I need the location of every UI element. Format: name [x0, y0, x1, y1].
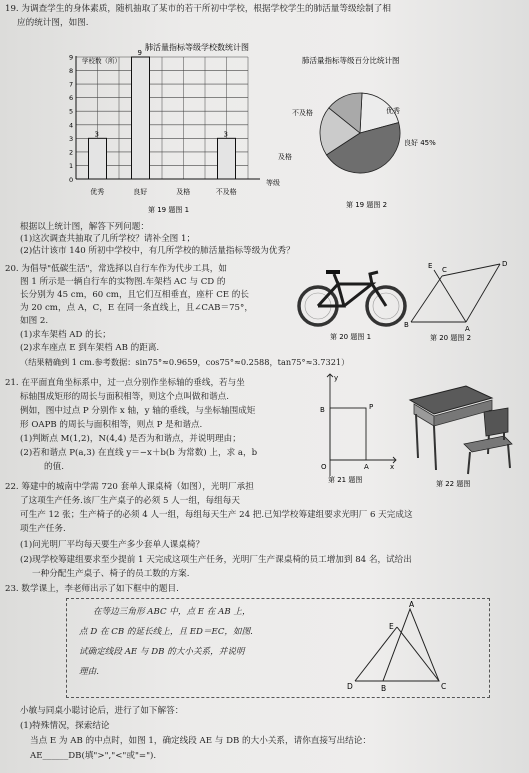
desk-chair-caption: 第 22 题图 [436, 480, 471, 488]
pie-chart-slices [278, 93, 436, 173]
q22-line4: 项生产任务. [20, 524, 66, 534]
bar-chart-xlabel: 等级 [266, 179, 280, 187]
y-tick-label: 5 [69, 107, 74, 116]
pie-slice-label: 不及格 [292, 109, 313, 117]
q19-intro-line2: 应的统计图，如图. [17, 18, 89, 28]
q21-point-p: P [369, 403, 374, 411]
y-tick-label: 3 [69, 134, 74, 143]
pie-chart-title: 肺活量指标等级百分比统计图 [302, 56, 400, 65]
y-tick-label: 8 [69, 67, 74, 76]
q21-figure-caption: 第 21 题图 [328, 476, 363, 484]
q22-part1: (1)问光明厂平均每天要生产多少套单人课桌椅？ [20, 540, 205, 550]
q20-point-b: B [404, 321, 409, 329]
bar-chart-caption: 第 19 题图 1 [148, 206, 190, 214]
q21-line3: 例如，图中过点 P 分别作 x 轴，y 轴的垂线，与坐标轴围成矩 [20, 406, 256, 416]
q22-line2: 了这项生产任务.该厂生产桌子的必须 5 人一组，每组每天 [20, 496, 240, 506]
q23-box-line3: 试确定线段 AE 与 DB 的大小关系，并说明 [79, 647, 245, 657]
q21-line2: 标轴围成矩形的周长与面积相等，则这个点叫做和谐点. [20, 392, 229, 402]
y-tick-label: 2 [69, 148, 74, 157]
bar-chart-title: 肺活量指标等级学校数统计图 [145, 43, 249, 52]
x-tick-label: 不及格 [215, 188, 237, 196]
q23-box-line4: 理由. [79, 667, 99, 677]
q23-point-c: C [441, 682, 447, 691]
bar [132, 57, 150, 179]
bicycle-caption: 第 20 题图 1 [330, 333, 372, 341]
q23-point-d: D [347, 682, 353, 691]
q22-line1: 22. 筹建中的城南中学需 720 套单人课桌椅（如图），光明厂承担 [5, 482, 254, 492]
bar-chart-bars [89, 49, 237, 196]
q23-box-line1: 在等边三角形 ABC 中，点 E 在 AB 上， [93, 607, 251, 617]
q20-point-e: E [428, 262, 433, 270]
q20-point-c: C [442, 266, 447, 274]
origin-label: 0 [69, 176, 74, 184]
pie-chart [278, 55, 458, 213]
q19-after: 根据以上统计图，解答下列问题： [20, 222, 149, 232]
q21-line1: 21. 在平面直角坐标系中，过一点分别作坐标轴的垂线，若与坐 [5, 378, 245, 388]
q21-part1: (1)判断点 M(1,2)，N(4,4) 是否为和谐点，并说明理由； [20, 434, 241, 444]
q21-point-b: B [320, 406, 325, 414]
q22-line3: 可生产 12 张；生产椅子的必须 4 人一组，每组每天生产 24 把.已知学校筹建组要求光明厂 6 天完成这 [20, 510, 413, 520]
q19-part2: (2)估计该市 140 所初中学校中，有几所学校的肺活量指标等级为优秀？ [20, 246, 295, 256]
q23-point-a: A [409, 600, 415, 609]
bar-value-label: 3 [94, 130, 99, 139]
x-tick-label: 优秀 [90, 188, 105, 196]
bar-value-label: 9 [137, 49, 142, 57]
q20-line2: 图 1 所示是一辆自行车的实物图.车架档 AC 与 CD 的 [20, 277, 226, 287]
q20-part2: (2)求车座点 E 到车架档 AB 的距离. [20, 343, 160, 353]
q19-intro-line1: 19. 为调查学生的身体素质，随机抽取了某市的若干所初中学校，根据学校学生的肺活量等级绘制了相 [5, 4, 391, 14]
q21-axis-y: y [334, 374, 339, 382]
q21-part2a: (2)若和谐点 P(a,3) 在直线 y＝−x＋b(b 为常数) 上，求 a，b [20, 448, 258, 458]
q21-point-a: A [364, 463, 369, 471]
pie-slice-label: 优秀 [386, 107, 400, 115]
q20-line1: 20. 为倡导"低碳生活"，常选择以自行车作为代步工具，如 [5, 264, 227, 274]
y-tick-label: 7 [69, 80, 74, 89]
bicycle-image [294, 262, 414, 342]
q23-step1: (1)特殊情况，探索结论 [20, 721, 110, 731]
q20-point-a: A [465, 325, 470, 333]
q23-triangle-figure [347, 599, 487, 695]
bar [89, 138, 107, 179]
q23-step1-text: 当点 E 为 AB 的中点时，如图 1，确定线段 AE 与 DB 的大小关系，请你直接写出结论： [30, 736, 371, 746]
q23-point-b: B [381, 684, 387, 693]
q22-part2b: 一种分配生产桌子、椅子的员工数的方案. [32, 569, 190, 579]
q20-figure-caption: 第 20 题图 2 [430, 334, 472, 342]
x-tick-label: 良好 [133, 188, 148, 196]
q23-problem-box [66, 598, 490, 698]
q21-line4: 形 OAPB 的周长与面积相等，则点 P 是和谐点. [20, 420, 203, 430]
q21-axis-x: x [390, 463, 395, 471]
q20-line3: 长分别为 45 cm，60 cm，且它们互相垂直，座杆 CE 的长 [20, 290, 249, 300]
q20-line4: 为 20 cm，点 A，C，E 在同一条直线上，且∠CAB＝75°， [20, 303, 253, 313]
y-tick-label: 4 [69, 121, 74, 130]
pie-chart-caption: 第 19 题图 2 [346, 201, 388, 209]
pie-slice-label: 良好 45% [404, 139, 436, 147]
q21-coordinate-figure [308, 368, 400, 486]
pie-slice-label: 及格 [278, 153, 292, 161]
q23-box-line2: 点 D 在 CB 的延长线上，且 ED＝EC，如图. [79, 627, 253, 637]
bar-value-label: 3 [223, 130, 228, 139]
q20-geometry-figure [402, 256, 517, 348]
x-tick-label: 及格 [176, 188, 191, 196]
y-tick-label: 9 [69, 53, 74, 62]
bar-chart-ylabel: 学校数（所） [82, 57, 121, 65]
q21-point-o: O [321, 463, 327, 471]
y-tick-label: 1 [69, 161, 74, 170]
q23-answer-line: AE______DB(填">","<"或"="). [30, 751, 157, 761]
y-tick-label: 6 [69, 94, 74, 103]
q20-line5: 如图 2. [20, 316, 49, 326]
q23-point-e: E [389, 622, 394, 631]
q20-part1: (1)求车架档 AD 的长； [20, 330, 111, 340]
q20-note: （结果精确到 1 cm.参考数据：sin75°≈0.9659，cos75°≈0.2588，tan75°≈3.7321） [20, 357, 350, 367]
bar [218, 138, 236, 179]
desk-chair-image [404, 378, 522, 490]
q22-part2a: (2)现学校筹建组要求至少提前 1 天完成这项生产任务，光明厂生产课桌椅的员工增加到 84 名，试给出 [20, 555, 412, 565]
q20-point-d: D [502, 260, 508, 268]
q21-part2b: 的值. [44, 462, 64, 472]
q19-part1: (1)这次调查共抽取了几所学校？请补全图 1； [20, 234, 196, 244]
q23-line1: 23. 数学课上，李老师出示了如下框中的题目. [5, 584, 179, 594]
q23-after: 小敏与同桌小聪讨论后，进行了如下解答： [20, 706, 184, 716]
bar-chart [60, 38, 290, 216]
